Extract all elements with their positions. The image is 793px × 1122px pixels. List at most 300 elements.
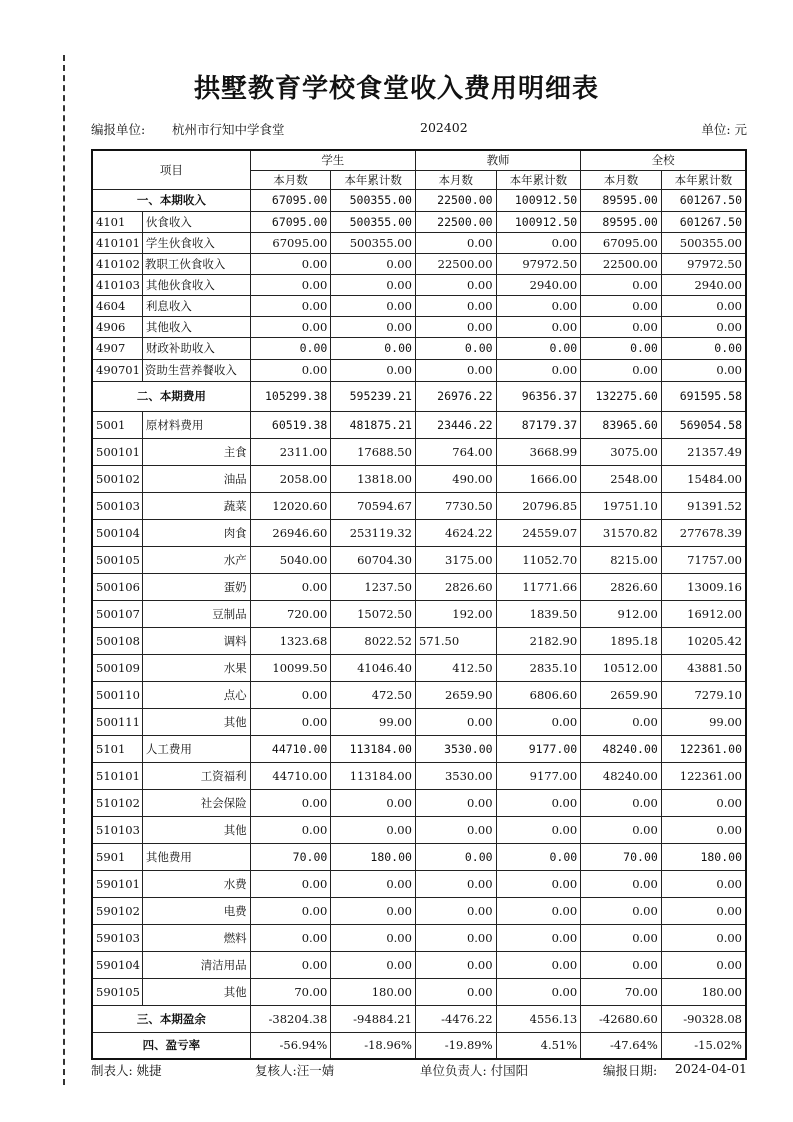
account-name: 伙食收入 (142, 211, 250, 232)
account-name: 社会保险 (142, 789, 250, 816)
cell-student-ytd: 0.00 (331, 337, 416, 359)
cell-student-month: 67095.00 (250, 211, 331, 232)
cell-school-ytd: 7279.10 (661, 681, 746, 708)
cell-school-ytd: 0.00 (661, 870, 746, 897)
header-sub-school-ytd: 本年累计数 (661, 170, 746, 189)
account-code: 500101 (92, 438, 142, 465)
account-code: 5001 (92, 411, 142, 438)
account-code: 500105 (92, 546, 142, 573)
account-name: 工资福利 (142, 762, 250, 789)
cell-teacher-month: -19.89% (415, 1032, 496, 1059)
account-name: 其他 (142, 816, 250, 843)
cell-student-month: 70.00 (250, 978, 331, 1005)
account-code: 500102 (92, 465, 142, 492)
cell-teacher-month: 0.00 (415, 978, 496, 1005)
account-name: 资助生营养餐收入 (142, 359, 250, 381)
cell-student-month: 0.00 (250, 337, 331, 359)
cell-teacher-ytd: 20796.85 (496, 492, 581, 519)
cell-student-month: 0.00 (250, 897, 331, 924)
table-row (92, 627, 746, 654)
account-name: 油品 (142, 465, 250, 492)
cell-student-month: 67095.00 (250, 232, 331, 253)
cell-school-month: 70.00 (581, 978, 662, 1005)
cell-school-month: 2659.90 (581, 681, 662, 708)
report-title: 拱墅教育学校食堂收入费用明细表 (193, 74, 599, 104)
cell-teacher-ytd: 97972.50 (496, 253, 581, 274)
cell-student-month: 0.00 (250, 359, 331, 381)
cell-school-month: 0.00 (581, 295, 662, 316)
cell-teacher-ytd: 0.00 (496, 295, 581, 316)
cell-teacher-ytd: 6806.60 (496, 681, 581, 708)
table-row (92, 1032, 746, 1059)
cell-student-ytd: 13818.00 (331, 465, 416, 492)
table-row (92, 762, 746, 789)
section-label: 四、盈亏率 (92, 1032, 250, 1059)
cell-school-ytd: 0.00 (661, 897, 746, 924)
currency-unit: 单位: 元 (701, 122, 747, 137)
account-code: 500108 (92, 627, 142, 654)
cell-school-month: 70.00 (581, 843, 662, 870)
account-name: 点心 (142, 681, 250, 708)
cell-student-ytd: 0.00 (331, 924, 416, 951)
cell-school-month: 8215.00 (581, 546, 662, 573)
cell-student-month: 5040.00 (250, 546, 331, 573)
table-row (92, 411, 746, 438)
account-name: 其他 (142, 978, 250, 1005)
account-code: 4907 (92, 337, 142, 359)
cell-teacher-ytd: 100912.50 (496, 189, 581, 211)
table-row (92, 573, 746, 600)
cell-school-month: 48240.00 (581, 735, 662, 762)
cell-school-ytd: 13009.16 (661, 573, 746, 600)
cell-teacher-ytd: 0.00 (496, 816, 581, 843)
account-code: 590104 (92, 951, 142, 978)
account-code: 410101 (92, 232, 142, 253)
table-row (92, 708, 746, 735)
cell-school-month: 10512.00 (581, 654, 662, 681)
account-name: 调料 (142, 627, 250, 654)
account-name: 水费 (142, 870, 250, 897)
header-sub-school-month: 本月数 (581, 170, 662, 189)
cell-school-month: 48240.00 (581, 762, 662, 789)
binding-margin-line (63, 55, 65, 1085)
table-row (92, 253, 746, 274)
cell-student-ytd: 0.00 (331, 359, 416, 381)
table-row (92, 519, 746, 546)
cell-school-ytd: 569054.58 (661, 411, 746, 438)
cell-school-month: 912.00 (581, 600, 662, 627)
table-row (92, 681, 746, 708)
cell-school-ytd: 0.00 (661, 359, 746, 381)
reporting-unit-label: 编报单位: (91, 122, 146, 137)
cell-school-ytd: 0.00 (661, 951, 746, 978)
cell-student-month: -38204.38 (250, 1005, 331, 1032)
cell-school-ytd: -15.02% (661, 1032, 746, 1059)
cell-teacher-ytd: 0.00 (496, 924, 581, 951)
cell-student-month: 0.00 (250, 681, 331, 708)
report-period: 202402 (420, 120, 468, 135)
cell-student-ytd: -18.96% (331, 1032, 416, 1059)
cell-student-ytd: 0.00 (331, 253, 416, 274)
cell-teacher-ytd: 0.00 (496, 316, 581, 337)
cell-teacher-ytd: 0.00 (496, 789, 581, 816)
section-label: 三、本期盈余 (92, 1005, 250, 1032)
cell-teacher-ytd: 9177.00 (496, 735, 581, 762)
cell-student-month: 0.00 (250, 870, 331, 897)
header-sub-student-month: 本月数 (250, 170, 331, 189)
header-group-student: 学生 (250, 150, 415, 170)
cell-student-month: 0.00 (250, 274, 331, 295)
cell-teacher-month: -4476.22 (415, 1005, 496, 1032)
account-code: 590101 (92, 870, 142, 897)
cell-student-month: 0.00 (250, 924, 331, 951)
cell-teacher-ytd: 0.00 (496, 843, 581, 870)
cell-school-month: 0.00 (581, 359, 662, 381)
cell-teacher-month: 0.00 (415, 359, 496, 381)
account-name: 肉食 (142, 519, 250, 546)
cell-student-ytd: 60704.30 (331, 546, 416, 573)
table-row (92, 492, 746, 519)
cell-student-ytd: 500355.00 (331, 189, 416, 211)
cell-student-month: 44710.00 (250, 735, 331, 762)
account-name: 其他收入 (142, 316, 250, 337)
table-row (92, 735, 746, 762)
cell-teacher-ytd: 4556.13 (496, 1005, 581, 1032)
income-expense-table (91, 149, 747, 1060)
cell-teacher-month: 3530.00 (415, 762, 496, 789)
cell-school-month: 0.00 (581, 897, 662, 924)
cell-student-month: 26946.60 (250, 519, 331, 546)
table-row (92, 951, 746, 978)
table-row (92, 600, 746, 627)
account-code: 500109 (92, 654, 142, 681)
account-code: 500104 (92, 519, 142, 546)
cell-student-ytd: 99.00 (331, 708, 416, 735)
cell-teacher-month: 0.00 (415, 295, 496, 316)
report-date-label: 编报日期: (603, 1063, 658, 1078)
report-date-value: 2024-04-01 (674, 1061, 747, 1076)
cell-school-month: 0.00 (581, 951, 662, 978)
table-row (92, 438, 746, 465)
account-name: 人工费用 (142, 735, 250, 762)
header-group-school: 全校 (581, 150, 746, 170)
cell-student-ytd: 0.00 (331, 897, 416, 924)
cell-school-ytd: 601267.50 (661, 189, 746, 211)
cell-student-month: 67095.00 (250, 189, 331, 211)
account-code: 500103 (92, 492, 142, 519)
cell-student-ytd: 41046.40 (331, 654, 416, 681)
cell-school-month: 1895.18 (581, 627, 662, 654)
table-row (92, 816, 746, 843)
account-name: 教职工伙食收入 (142, 253, 250, 274)
cell-school-ytd: 99.00 (661, 708, 746, 735)
cell-student-ytd: 180.00 (331, 978, 416, 1005)
header-group-teacher: 教师 (415, 150, 580, 170)
cell-school-month: 0.00 (581, 789, 662, 816)
cell-teacher-ytd: 0.00 (496, 978, 581, 1005)
account-code: 590103 (92, 924, 142, 951)
account-code: 590105 (92, 978, 142, 1005)
cell-school-month: 83965.60 (581, 411, 662, 438)
cell-teacher-ytd: 11771.66 (496, 573, 581, 600)
account-name: 原材料费用 (142, 411, 250, 438)
cell-school-ytd: 277678.39 (661, 519, 746, 546)
cell-school-ytd: 0.00 (661, 816, 746, 843)
cell-teacher-month: 0.00 (415, 816, 496, 843)
table-row (92, 897, 746, 924)
cell-student-ytd: 8022.52 (331, 627, 416, 654)
cell-teacher-month: 192.00 (415, 600, 496, 627)
reviewer: 复核人:汪一婧 (255, 1063, 335, 1078)
account-name: 水产 (142, 546, 250, 573)
cell-teacher-month: 22500.00 (415, 189, 496, 211)
table-row (92, 924, 746, 951)
cell-teacher-ytd: 24559.07 (496, 519, 581, 546)
cell-student-month: 0.00 (250, 295, 331, 316)
cell-school-ytd: 0.00 (661, 924, 746, 951)
cell-teacher-month: 0.00 (415, 232, 496, 253)
cell-teacher-month: 764.00 (415, 438, 496, 465)
cell-student-ytd: 472.50 (331, 681, 416, 708)
cell-teacher-ytd: 9177.00 (496, 762, 581, 789)
cell-teacher-ytd: 0.00 (496, 897, 581, 924)
cell-school-ytd: 15484.00 (661, 465, 746, 492)
account-name: 利息收入 (142, 295, 250, 316)
account-code: 590102 (92, 897, 142, 924)
account-name: 学生伙食收入 (142, 232, 250, 253)
account-code: 4604 (92, 295, 142, 316)
cell-student-ytd: 180.00 (331, 843, 416, 870)
cell-teacher-month: 0.00 (415, 843, 496, 870)
cell-student-month: 0.00 (250, 789, 331, 816)
cell-student-ytd: 481875.21 (331, 411, 416, 438)
cell-school-month: 0.00 (581, 870, 662, 897)
cell-school-ytd: 43881.50 (661, 654, 746, 681)
cell-teacher-month: 0.00 (415, 789, 496, 816)
cell-school-month: 132275.60 (581, 381, 662, 411)
cell-school-ytd: -90328.08 (661, 1005, 746, 1032)
header-sub-teacher-month: 本月数 (415, 170, 496, 189)
cell-teacher-month: 490.00 (415, 465, 496, 492)
table-row (92, 870, 746, 897)
header-item: 项目 (92, 150, 250, 189)
account-code: 510103 (92, 816, 142, 843)
cell-school-ytd: 0.00 (661, 789, 746, 816)
account-code: 500106 (92, 573, 142, 600)
section-label: 二、本期费用 (92, 381, 250, 411)
cell-teacher-ytd: 0.00 (496, 337, 581, 359)
cell-school-ytd: 122361.00 (661, 735, 746, 762)
section-label: 一、本期收入 (92, 189, 250, 211)
cell-student-ytd: 0.00 (331, 789, 416, 816)
account-name: 蛋奶 (142, 573, 250, 600)
cell-school-month: 0.00 (581, 274, 662, 295)
cell-teacher-ytd: 11052.70 (496, 546, 581, 573)
cell-school-month: 89595.00 (581, 189, 662, 211)
cell-teacher-month: 0.00 (415, 951, 496, 978)
cell-school-month: 0.00 (581, 816, 662, 843)
cell-student-ytd: 0.00 (331, 816, 416, 843)
cell-student-month: 0.00 (250, 708, 331, 735)
table-row (92, 843, 746, 870)
account-code: 500110 (92, 681, 142, 708)
cell-school-ytd: 122361.00 (661, 762, 746, 789)
account-name: 其他 (142, 708, 250, 735)
cell-teacher-month: 0.00 (415, 708, 496, 735)
cell-school-month: 2548.00 (581, 465, 662, 492)
table-row (92, 232, 746, 253)
header-sub-student-ytd: 本年累计数 (331, 170, 416, 189)
table-row (92, 274, 746, 295)
cell-school-month: 0.00 (581, 708, 662, 735)
cell-school-month: 0.00 (581, 337, 662, 359)
cell-school-ytd: 16912.00 (661, 600, 746, 627)
cell-school-ytd: 601267.50 (661, 211, 746, 232)
account-name: 其他伙食收入 (142, 274, 250, 295)
cell-student-month: 0.00 (250, 951, 331, 978)
cell-student-ytd: 70594.67 (331, 492, 416, 519)
cell-student-month: 0.00 (250, 573, 331, 600)
account-code: 510101 (92, 762, 142, 789)
cell-teacher-ytd: 87179.37 (496, 411, 581, 438)
cell-student-month: 105299.38 (250, 381, 331, 411)
table-row (92, 465, 746, 492)
account-name: 清洁用品 (142, 951, 250, 978)
cell-student-ytd: 595239.21 (331, 381, 416, 411)
cell-student-month: -56.94% (250, 1032, 331, 1059)
cell-student-ytd: 253119.32 (331, 519, 416, 546)
cell-school-month: -47.64% (581, 1032, 662, 1059)
cell-student-month: 1323.68 (250, 627, 331, 654)
cell-student-ytd: 1237.50 (331, 573, 416, 600)
cell-teacher-ytd: 100912.50 (496, 211, 581, 232)
cell-school-month: 0.00 (581, 316, 662, 337)
cell-teacher-ytd: 2835.10 (496, 654, 581, 681)
cell-teacher-month: 7730.50 (415, 492, 496, 519)
cell-school-month: 31570.82 (581, 519, 662, 546)
cell-teacher-ytd: 2182.90 (496, 627, 581, 654)
account-code: 410102 (92, 253, 142, 274)
cell-teacher-month: 571.50 (415, 627, 496, 654)
cell-school-ytd: 500355.00 (661, 232, 746, 253)
cell-school-month: 22500.00 (581, 253, 662, 274)
reporting-unit-value: 杭州市行知中学食堂 (172, 122, 285, 137)
account-name: 其他费用 (142, 843, 250, 870)
cell-school-ytd: 180.00 (661, 843, 746, 870)
cell-teacher-ytd: 0.00 (496, 870, 581, 897)
cell-teacher-ytd: 3668.99 (496, 438, 581, 465)
table-row (92, 978, 746, 1005)
cell-student-ytd: 15072.50 (331, 600, 416, 627)
account-name: 财政补助收入 (142, 337, 250, 359)
table-row (92, 211, 746, 232)
cell-school-ytd: 0.00 (661, 316, 746, 337)
cell-student-ytd: 0.00 (331, 295, 416, 316)
table-row (92, 654, 746, 681)
cell-teacher-month: 2659.90 (415, 681, 496, 708)
table-row (92, 295, 746, 316)
cell-teacher-ytd: 1666.00 (496, 465, 581, 492)
account-code: 510102 (92, 789, 142, 816)
cell-student-month: 0.00 (250, 253, 331, 274)
table-row (92, 189, 746, 211)
account-name: 蔬菜 (142, 492, 250, 519)
cell-student-month: 10099.50 (250, 654, 331, 681)
unit-head: 单位负责人: 付国阳 (420, 1063, 529, 1078)
account-code: 490701 (92, 359, 142, 381)
account-code: 500111 (92, 708, 142, 735)
account-name: 水果 (142, 654, 250, 681)
cell-school-ytd: 691595.58 (661, 381, 746, 411)
cell-school-month: 3075.00 (581, 438, 662, 465)
cell-school-ytd: 10205.42 (661, 627, 746, 654)
cell-student-ytd: 0.00 (331, 316, 416, 337)
table-row (92, 789, 746, 816)
account-code: 4101 (92, 211, 142, 232)
cell-school-month: 19751.10 (581, 492, 662, 519)
cell-teacher-month: 26976.22 (415, 381, 496, 411)
cell-teacher-month: 22500.00 (415, 253, 496, 274)
cell-school-month: 89595.00 (581, 211, 662, 232)
cell-teacher-month: 0.00 (415, 337, 496, 359)
cell-school-ytd: 0.00 (661, 295, 746, 316)
table-row (92, 359, 746, 381)
account-name: 豆制品 (142, 600, 250, 627)
table-row (92, 316, 746, 337)
cell-teacher-month: 22500.00 (415, 211, 496, 232)
cell-student-month: 44710.00 (250, 762, 331, 789)
preparer: 制表人: 姚捷 (91, 1063, 162, 1078)
cell-teacher-ytd: 2940.00 (496, 274, 581, 295)
cell-teacher-ytd: 0.00 (496, 359, 581, 381)
cell-school-month: 67095.00 (581, 232, 662, 253)
cell-student-ytd: 113184.00 (331, 735, 416, 762)
cell-school-month: -42680.60 (581, 1005, 662, 1032)
account-code: 5901 (92, 843, 142, 870)
cell-teacher-month: 412.50 (415, 654, 496, 681)
account-code: 5101 (92, 735, 142, 762)
cell-teacher-month: 2826.60 (415, 573, 496, 600)
cell-student-month: 2058.00 (250, 465, 331, 492)
cell-teacher-ytd: 96356.37 (496, 381, 581, 411)
cell-student-ytd: 113184.00 (331, 762, 416, 789)
header-row-groups (92, 150, 746, 170)
cell-student-month: 60519.38 (250, 411, 331, 438)
cell-school-ytd: 91391.52 (661, 492, 746, 519)
table-row (92, 546, 746, 573)
cell-teacher-month: 0.00 (415, 274, 496, 295)
account-code: 4906 (92, 316, 142, 337)
table-row (92, 1005, 746, 1032)
table-row (92, 337, 746, 359)
cell-teacher-month: 3530.00 (415, 735, 496, 762)
header-sub-teacher-ytd: 本年累计数 (496, 170, 581, 189)
cell-teacher-month: 23446.22 (415, 411, 496, 438)
cell-teacher-month: 0.00 (415, 870, 496, 897)
cell-school-month: 2826.60 (581, 573, 662, 600)
cell-school-ytd: 21357.49 (661, 438, 746, 465)
cell-teacher-month: 3175.00 (415, 546, 496, 573)
cell-teacher-month: 0.00 (415, 316, 496, 337)
cell-student-ytd: 500355.00 (331, 232, 416, 253)
cell-teacher-ytd: 0.00 (496, 708, 581, 735)
cell-school-month: 0.00 (581, 924, 662, 951)
cell-student-ytd: 0.00 (331, 274, 416, 295)
account-name: 燃料 (142, 924, 250, 951)
account-code: 410103 (92, 274, 142, 295)
cell-teacher-month: 4624.22 (415, 519, 496, 546)
cell-teacher-ytd: 0.00 (496, 951, 581, 978)
